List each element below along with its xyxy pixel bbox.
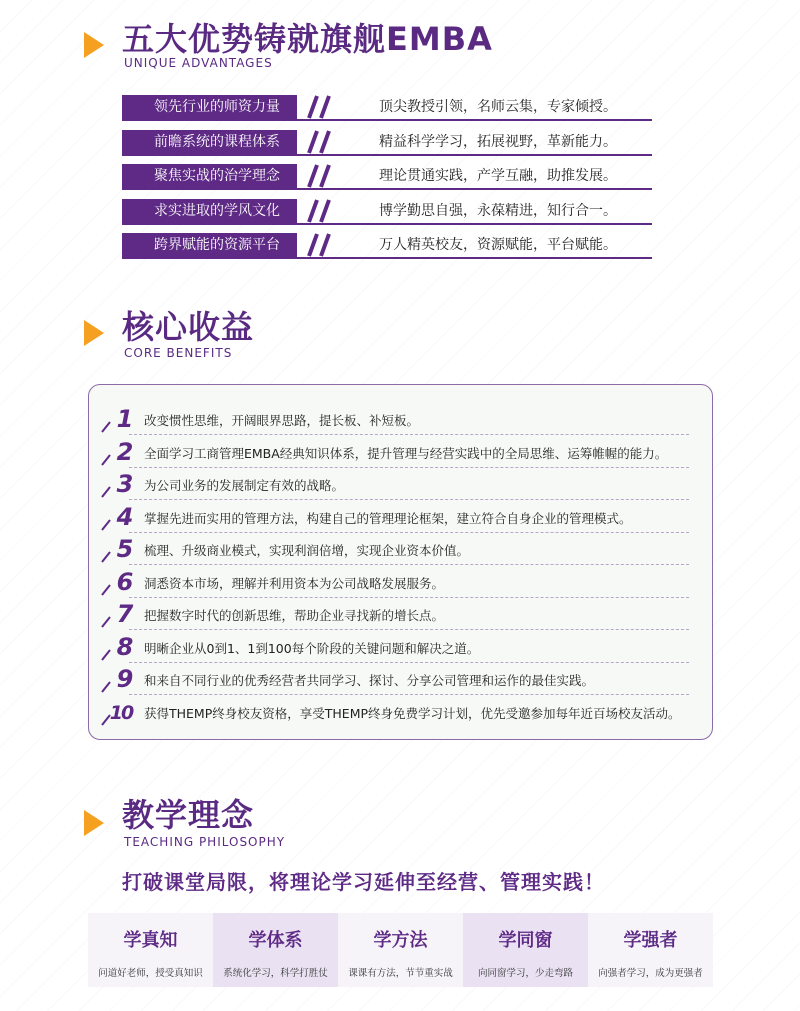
benefit-text: 把握数字时代的创新思维，帮助企业寻找新的增长点。 — [144, 608, 445, 623]
benefit-row — [89, 631, 714, 664]
benefit-text: 改变惯性思维，开阔眼界思路，提长板、补短板。 — [144, 413, 420, 428]
benefit-row — [89, 501, 714, 534]
advantage-row — [122, 162, 652, 197]
card-title: 学体系 — [248, 930, 303, 951]
card-desc: 课课有方法，节节重实战 — [348, 968, 453, 979]
benefit-text: 梳理、升级商业模式，实现利润倍增，实现企业资本价值。 — [144, 543, 470, 558]
card-desc: 系统化学习，科学打胜仗 — [223, 968, 328, 979]
section-subtitle: CORE BENEFITS — [124, 346, 233, 360]
section-title: 五大优势铸就旗舰EMBA — [122, 20, 493, 58]
advantage-label: 领先行业的师资力量 — [122, 95, 297, 119]
philosophy-slogan: 打破课堂局限，将理论学习延伸至经营、管理实践！ — [122, 870, 605, 894]
card-desc: 向同窗学习，少走弯路 — [477, 968, 573, 979]
benefits-box — [88, 384, 713, 740]
double-slash-icon — [305, 198, 337, 224]
triangle-marker-icon — [84, 810, 104, 836]
benefit-number: 5 — [116, 535, 134, 563]
card-title: 学真知 — [123, 930, 178, 951]
benefit-text: 和来自不同行业的优秀经营者共同学习、探讨、分享公司管理和运作的最佳实践。 — [144, 673, 595, 688]
benefit-row — [89, 663, 714, 696]
benefit-row — [89, 533, 714, 566]
card-desc: 问道好老师，授受真知识 — [98, 968, 203, 979]
advantage-text: 万人精英校友，资源赋能，平台赋能。 — [379, 237, 617, 253]
benefit-number: 1 — [116, 405, 134, 433]
advantage-row — [122, 128, 652, 163]
advantage-text: 理论贯通实践，产学互融，助推发展。 — [379, 168, 617, 184]
benefit-number: 2 — [116, 437, 134, 466]
benefit-text: 掌握先进而实用的管理方法，构建自己的管理理论框架，建立符合自身企业的管理模式。 — [144, 510, 632, 526]
benefit-number: 8 — [116, 632, 134, 661]
benefit-number: 7 — [116, 600, 134, 628]
advantage-label: 聚焦实战的治学理念 — [122, 164, 297, 188]
benefit-text: 为公司业务的发展制定有效的战略。 — [144, 478, 345, 493]
advantage-row — [122, 197, 652, 232]
benefit-number: 6 — [116, 567, 134, 596]
double-slash-icon — [305, 163, 337, 189]
card-title: 学方法 — [373, 930, 428, 951]
benefit-number: 10 — [109, 701, 133, 724]
benefit-row — [89, 436, 714, 469]
benefit-row — [89, 566, 714, 599]
philosophy-card — [338, 913, 463, 987]
advantage-text: 顶尖教授引领，名师云集，专家倾授。 — [379, 99, 617, 115]
divider — [122, 154, 652, 156]
benefit-row — [89, 696, 714, 729]
section-title: 教学理念 — [122, 796, 255, 834]
benefit-text: 洞悉资本市场，理解并利用资本为公司战略发展服务。 — [144, 575, 445, 591]
card-title: 学强者 — [623, 930, 678, 951]
advantage-row — [122, 231, 652, 266]
advantages-list — [122, 93, 652, 266]
card-desc: 向强者学习，成为更强者 — [598, 968, 703, 979]
divider — [122, 119, 652, 121]
double-slash-icon — [305, 232, 337, 258]
advantage-text: 精益科学学习，拓展视野，革新能力。 — [379, 133, 617, 150]
section-subtitle: UNIQUE ADVANTAGES — [124, 56, 273, 70]
philosophy-card — [463, 913, 588, 987]
benefit-number: 9 — [116, 665, 134, 693]
advantage-row — [122, 93, 652, 128]
card-title: 学同窗 — [498, 930, 553, 951]
triangle-marker-icon — [84, 32, 104, 58]
advantage-label: 求实进取的学风文化 — [122, 199, 297, 223]
philosophy-card — [88, 913, 213, 987]
section-subtitle: TEACHING PHILOSOPHY — [124, 835, 286, 849]
benefit-text: 明晰企业从0到1、1到100每个阶段的关键问题和解决之道。 — [144, 640, 480, 656]
benefit-row — [89, 598, 714, 631]
section-title: 核心收益 — [122, 308, 255, 346]
benefit-row — [89, 403, 714, 436]
philosophy-cards — [88, 913, 713, 987]
double-slash-icon — [305, 94, 337, 120]
benefit-row — [89, 468, 714, 501]
divider — [122, 257, 652, 259]
philosophy-card — [213, 913, 338, 987]
benefit-text: 获得THEMP终身校友资格，享受THEMP终身免费学习计划，优先受邀参加每年近百场校友活动。 — [144, 705, 681, 721]
advantage-label: 跨界赋能的资源平台 — [122, 233, 297, 257]
benefit-number: 4 — [116, 502, 134, 531]
triangle-marker-icon — [84, 320, 104, 346]
advantage-label: 前瞻系统的课程体系 — [122, 130, 297, 154]
divider — [122, 188, 652, 190]
benefit-number: 3 — [116, 470, 134, 498]
divider — [122, 223, 652, 225]
advantage-text: 博学勤思自强，永葆精进，知行合一。 — [379, 202, 617, 219]
philosophy-card — [588, 913, 713, 987]
double-slash-icon — [305, 129, 337, 155]
benefit-text: 全面学习工商管理EMBA经典知识体系，提升管理与经营实践中的全局思维、运筹帷幄的能力。 — [144, 445, 668, 461]
